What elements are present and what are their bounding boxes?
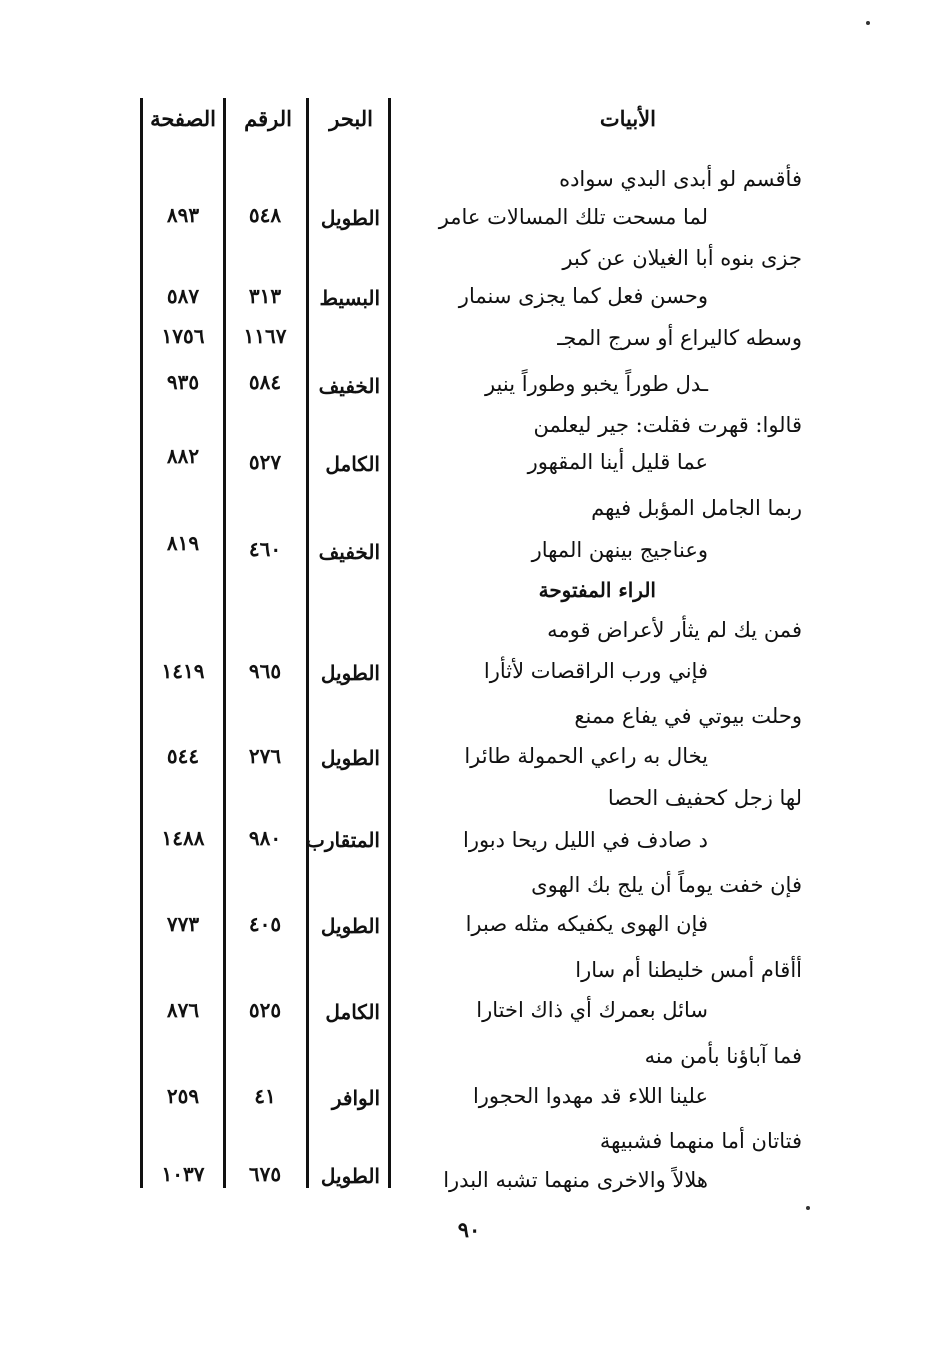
column-rule-verses bbox=[388, 98, 391, 1188]
verse-line-2: علينا اللاء قد مهدوا الحجورا bbox=[472, 1084, 708, 1108]
verse-line-1: وحلت بيوتي في يفاع ممنع bbox=[574, 704, 802, 728]
verse-line-2: عما قليل أينا المقهور bbox=[527, 450, 708, 474]
verse-line-1: أأقام أمس خليطنا أم سارا bbox=[575, 958, 802, 982]
number-cell: ٩٦٥ bbox=[248, 659, 282, 683]
header-page: الصفحة bbox=[150, 106, 216, 131]
verse-line-2: وعناجيج بينهن المهار bbox=[531, 538, 708, 562]
verse-line-1: فما آباؤنا بأمن منه bbox=[644, 1044, 802, 1068]
meter-cell: الخفيف bbox=[318, 540, 380, 564]
number-cell: ٩٨٠ bbox=[248, 826, 282, 850]
verse-line-1: قالوا: قهرت فقلت: جير ليعلمن bbox=[533, 413, 802, 437]
column-rule-number bbox=[223, 98, 226, 1188]
number-cell: ٥٤٨ bbox=[248, 203, 282, 227]
meter-cell: الطويل bbox=[320, 661, 380, 685]
column-rule-meter bbox=[306, 98, 309, 1188]
meter-cell: البسيط bbox=[319, 286, 380, 310]
meter-cell: الطويل bbox=[320, 206, 380, 230]
verse-line-1: فأقسم لو أبدى البدي سواده bbox=[559, 167, 802, 191]
number-cell: ٤٦٠ bbox=[248, 537, 282, 561]
number-cell: ٤٠٥ bbox=[248, 912, 282, 936]
meter-cell: الكامل bbox=[325, 452, 380, 476]
number-cell: ٣١٣ bbox=[248, 284, 282, 308]
page-cell: ١٠٣٧ bbox=[161, 1162, 205, 1186]
verse-line-1: فتاتان أما منهما فشبيهة bbox=[599, 1129, 802, 1153]
verse-line-1: فإن خفت يوماً أن يلج بك الهوى bbox=[531, 873, 802, 897]
verse-line-2: وحسن فعل كما يجزى سنمار bbox=[458, 284, 708, 308]
scan-speck bbox=[866, 21, 870, 25]
page-cell: ٧٧٣ bbox=[166, 912, 200, 936]
page-cell: ٥٤٤ bbox=[166, 744, 200, 768]
meter-cell: الكامل bbox=[325, 1000, 380, 1024]
page-cell: ١٤٨٨ bbox=[161, 826, 205, 850]
verse-line-2: فإني ورب الراقصات لأثأرا bbox=[483, 659, 708, 683]
verse-line-2: هلالاً والاخرى منهما تشبه البدرا bbox=[443, 1168, 708, 1192]
page-cell: ٨٧٦ bbox=[166, 998, 200, 1022]
number-cell: ٢٧٦ bbox=[248, 744, 282, 768]
verse-line-2: يخال به راعي الحمولة طائرا bbox=[464, 744, 708, 768]
page-cell: ٨٨٢ bbox=[166, 444, 200, 468]
verse-line-2: سائل بعمرك أي ذاك اختارا bbox=[476, 998, 708, 1022]
verse-line-2: ـدل طوراً يخبو وطوراً ينير bbox=[484, 372, 708, 396]
verse-line-2: لما مسحت تلك المسالات عامر bbox=[438, 205, 708, 229]
number-cell: ٦٧٥ bbox=[248, 1162, 282, 1186]
number-cell: ٥٢٧ bbox=[248, 450, 282, 474]
number-cell: ١١٦٧ bbox=[243, 324, 287, 348]
column-rule-page bbox=[140, 98, 143, 1188]
page-cell: ٨٩٣ bbox=[166, 203, 200, 227]
header-verses: الأبيات bbox=[599, 106, 656, 131]
scan-speck bbox=[806, 1206, 810, 1210]
verse-line-2: فإن الهوى يكفيكه مثله صبرا bbox=[465, 912, 708, 936]
page-number: ٩٠ bbox=[457, 1217, 481, 1242]
meter-cell: الخفيف bbox=[318, 374, 380, 398]
meter-cell: الطويل bbox=[320, 746, 380, 770]
meter-cell: الطويل bbox=[320, 1164, 380, 1188]
verse-line-1: وسطه كاليراع أو سرج المجـ bbox=[557, 326, 802, 350]
number-cell: ٥٢٥ bbox=[248, 998, 282, 1022]
page-cell: ٢٥٩ bbox=[166, 1084, 200, 1108]
verse-line-1: ربما الجامل المؤبل فيهم bbox=[591, 496, 802, 520]
page-cell: ١٧٥٦ bbox=[161, 324, 205, 348]
section-title: الراء المفتوحة bbox=[538, 578, 656, 602]
number-cell: ٥٨٤ bbox=[248, 370, 282, 394]
header-number: الرقم bbox=[244, 106, 292, 131]
verse-line-1: فمن يك لم يثأر لأعراض قومه bbox=[547, 618, 802, 642]
verse-line-1: لها زجل كحفيف الحصا bbox=[607, 786, 802, 810]
page-cell: ٩٣٥ bbox=[166, 370, 200, 394]
meter-cell: الطويل bbox=[320, 914, 380, 938]
page-cell: ٥٨٧ bbox=[166, 284, 200, 308]
header-meter: البحر bbox=[329, 106, 373, 131]
page-cell: ٨١٩ bbox=[166, 531, 200, 555]
verse-line-2: د صادف في الليل ريحا دبورا bbox=[462, 828, 708, 852]
verse-line-1: جزى بنوه أبا الغيلان عن كبر bbox=[562, 246, 802, 270]
meter-cell: الوافر bbox=[331, 1086, 380, 1110]
meter-cell: المتقارب bbox=[306, 828, 380, 852]
number-cell: ٤١ bbox=[254, 1084, 276, 1108]
page-cell: ١٤١٩ bbox=[161, 659, 205, 683]
